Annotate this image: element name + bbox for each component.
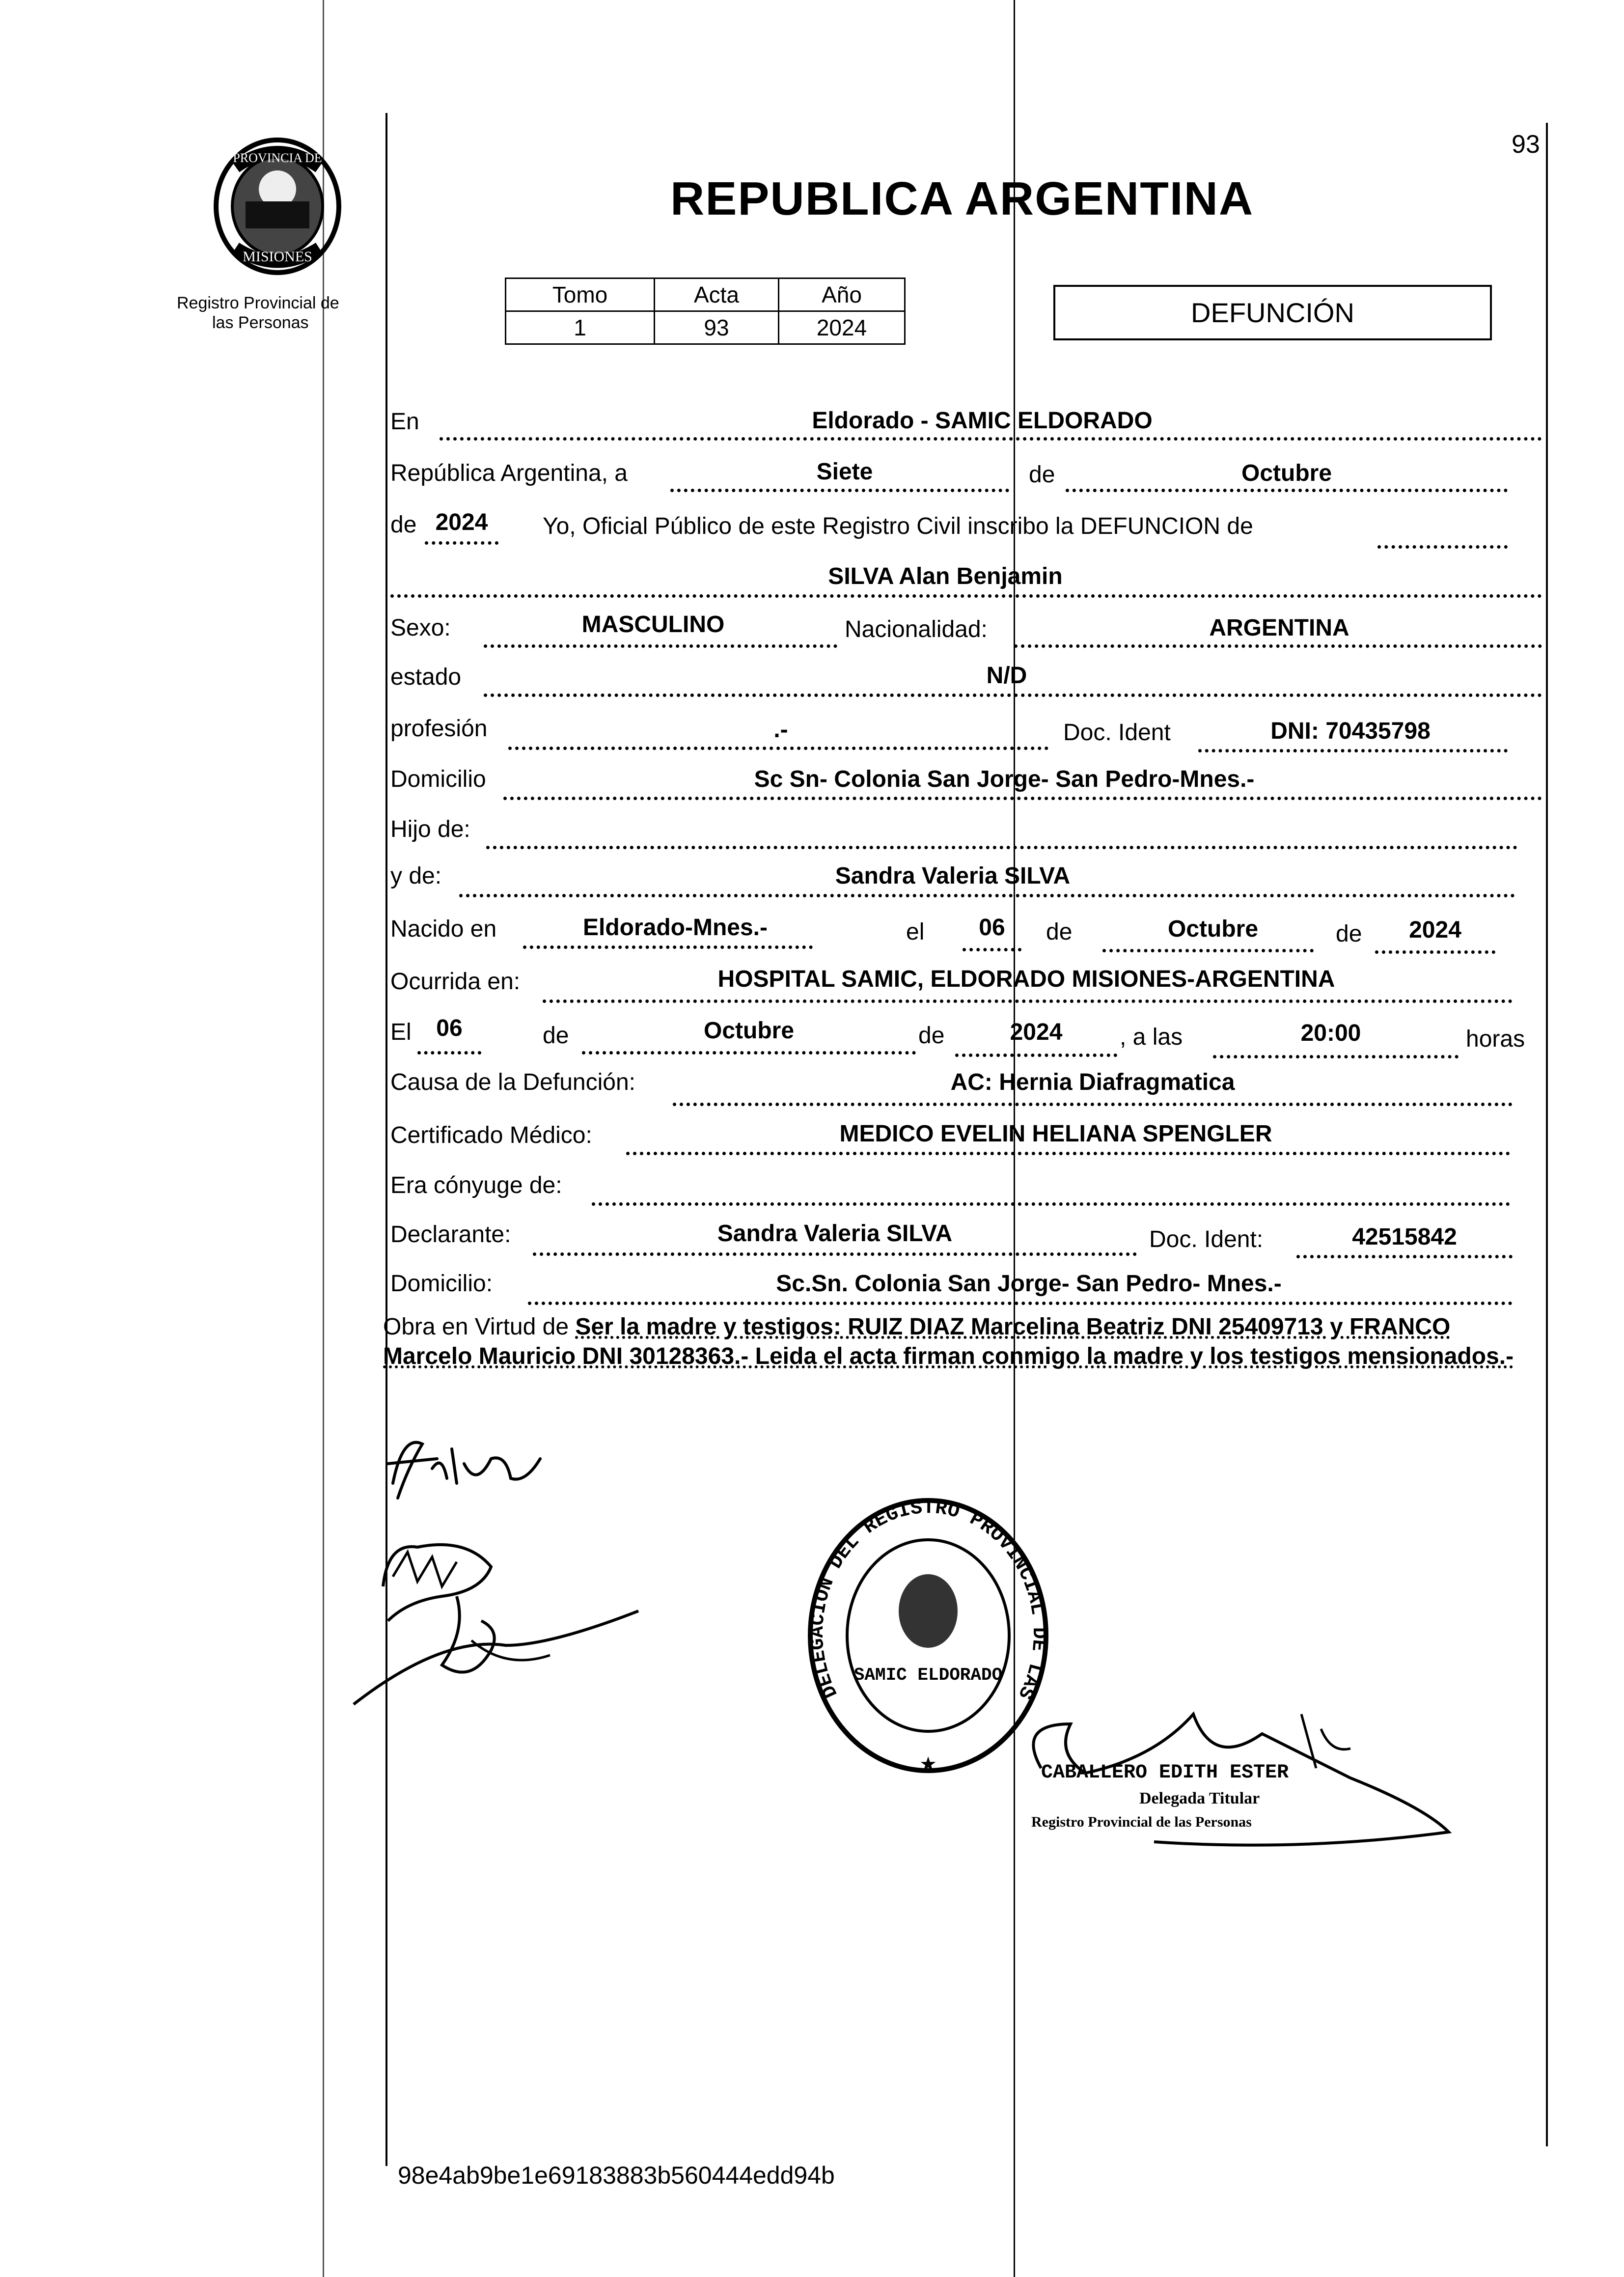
domicilio2-line bbox=[528, 1302, 1513, 1305]
obra-label: Obra en Virtud de bbox=[383, 1314, 569, 1340]
madre-value: Sandra Valeria SILVA bbox=[835, 863, 1071, 889]
anio-value-text: 2024 bbox=[435, 509, 488, 535]
scan-edge-line bbox=[323, 0, 324, 2277]
domicilio-value: Sc Sn- Colonia San Jorge- San Pedro-Mnes.- bbox=[754, 766, 1255, 792]
en-label: En bbox=[390, 409, 419, 435]
cert-label: Certificado Médico: bbox=[390, 1122, 592, 1148]
stamp-center-text: SAMIC ELDORADO bbox=[853, 1665, 1003, 1685]
yde-label: y de: bbox=[390, 863, 442, 889]
causa-line bbox=[673, 1103, 1513, 1106]
page-title: REPUBLICA ARGENTINA bbox=[670, 172, 1254, 225]
profesion-line bbox=[508, 747, 1048, 750]
profesion-value: .- bbox=[773, 717, 788, 743]
right-margin-line bbox=[1546, 123, 1548, 2146]
doc2-label: Doc. Ident: bbox=[1149, 1226, 1264, 1252]
dia-line bbox=[670, 489, 1009, 492]
domicilio2-value: Sc.Sn. Colonia San Jorge- San Pedro- Mnes.- bbox=[776, 1271, 1282, 1297]
def-de2-label: de bbox=[918, 1023, 945, 1049]
anio-line bbox=[425, 541, 498, 545]
svg-text:★: ★ bbox=[919, 1753, 937, 1775]
declarante-value: Sandra Valeria SILVA bbox=[717, 1221, 953, 1247]
domicilio2-label: Domicilio: bbox=[390, 1271, 493, 1297]
padre-line bbox=[486, 846, 1517, 849]
estado-line bbox=[484, 694, 1542, 697]
ocurrida-label: Ocurrida en: bbox=[390, 969, 521, 995]
ocurrida-value: HOSPITAL SAMIC, ELDORADO MISIONES-ARGENTINA bbox=[717, 966, 1335, 992]
mes-line bbox=[1066, 489, 1508, 492]
def-mes-line bbox=[582, 1051, 916, 1055]
conyuge-label: Era cónyuge de: bbox=[390, 1172, 562, 1198]
nombre-line bbox=[390, 594, 1542, 598]
tomo-header: Tomo bbox=[506, 278, 655, 311]
def-mes: Octubre bbox=[703, 1018, 795, 1044]
sexo-value: MASCULINO bbox=[581, 611, 725, 638]
tomo-value: 1 bbox=[506, 311, 655, 344]
nac-anio: 2024 bbox=[1409, 917, 1461, 943]
yo-text: Yo, Oficial Público de este Registro Civil inscribo la DEFUNCION de bbox=[543, 513, 1253, 539]
doc-label: Doc. Ident bbox=[1063, 720, 1171, 746]
cert-value: MEDICO EVELIN HELIANA SPENGLER bbox=[839, 1121, 1272, 1147]
yo-tail-line bbox=[1377, 545, 1508, 549]
acta-header: Acta bbox=[655, 278, 779, 311]
de2-label: de bbox=[390, 512, 417, 538]
nacido-label: Nacido en bbox=[390, 916, 497, 942]
doc2-line bbox=[1296, 1255, 1513, 1258]
anio-header: Año bbox=[779, 278, 905, 311]
left-margin-line bbox=[385, 113, 387, 2166]
record-type-box bbox=[1053, 285, 1492, 340]
registry-name-line1: Registro Provincial de bbox=[177, 294, 339, 312]
obra-value: Ser la madre y testigos: RUIZ DIAZ Marcelina Beatriz DNI 25409713 y FRANCO Marcelo Mauricio DNI 30128363.- Leida el acta firman conmigo la madre y los testigos mensionados.- bbox=[383, 1314, 1514, 1369]
madre-line bbox=[459, 894, 1515, 897]
doc2-value: 42515842 bbox=[1352, 1224, 1457, 1250]
anio-value: 2024 bbox=[779, 311, 905, 344]
document-hash: 98e4ab9be1e69183883b560444edd94b bbox=[398, 2162, 835, 2189]
nacido-line bbox=[523, 945, 813, 949]
def-dia: 06 bbox=[436, 1015, 463, 1041]
declarante-label: Declarante: bbox=[390, 1222, 511, 1248]
domicilio-line bbox=[503, 797, 1542, 800]
cert-line bbox=[626, 1152, 1510, 1155]
doc-value: DNI: 70435798 bbox=[1270, 718, 1431, 744]
province-seal bbox=[206, 133, 349, 280]
nacido-value: Eldorado-Mnes.- bbox=[582, 915, 768, 941]
de-label: de bbox=[1029, 462, 1055, 488]
official-name: CABALLERO EDITH ESTER bbox=[1041, 1762, 1289, 1784]
nac-de2-label: de bbox=[1336, 921, 1362, 947]
nac-mes: Octubre bbox=[1167, 916, 1259, 942]
stamp-ring-text: DELEGACION DEL REGISTRO PROVINCIAL DE LAS bbox=[806, 1497, 1050, 1702]
nacionalidad-value: ARGENTINA bbox=[1209, 615, 1349, 641]
sexo-line bbox=[484, 644, 837, 648]
el-label: el bbox=[906, 919, 925, 945]
record-number-table bbox=[505, 278, 906, 345]
estado-value: N/D bbox=[986, 663, 1027, 689]
estado-label: estado bbox=[390, 664, 462, 690]
alas-label: , a las bbox=[1120, 1024, 1183, 1050]
nac-de1-label: de bbox=[1046, 919, 1073, 945]
hora-value: 20:00 bbox=[1300, 1020, 1361, 1046]
def-anio: 2024 bbox=[1010, 1019, 1063, 1045]
republica-label: República Argentina, a bbox=[390, 460, 628, 486]
official-title: Delegada Titular bbox=[1139, 1789, 1260, 1807]
mes-value: Octubre bbox=[1241, 460, 1332, 486]
def-de1-label: de bbox=[543, 1023, 569, 1049]
acta-value: 93 bbox=[655, 311, 779, 344]
profesion-label: profesión bbox=[390, 716, 488, 742]
domicilio-label: Domicilio bbox=[390, 766, 486, 792]
obra-paragraph bbox=[383, 1312, 1532, 1371]
declarante-line bbox=[533, 1252, 1137, 1256]
nac-anio-line bbox=[1375, 950, 1495, 954]
def-dia-line bbox=[417, 1051, 481, 1055]
causa-label: Causa de la Defunción: bbox=[390, 1069, 635, 1095]
hijo-label: Hijo de: bbox=[390, 816, 470, 842]
nac-dia-line bbox=[963, 948, 1021, 951]
nac-dia: 06 bbox=[979, 915, 1005, 941]
declarant-signature bbox=[378, 1424, 560, 1513]
page-number: 93 bbox=[1512, 130, 1540, 159]
conyuge-line bbox=[592, 1202, 1510, 1206]
official-org: Registro Provincial de las Personas bbox=[1031, 1814, 1252, 1830]
deceased-name: SILVA Alan Benjamin bbox=[828, 563, 1063, 589]
witness-signature bbox=[344, 1523, 648, 1719]
ocurrida-line bbox=[543, 1000, 1513, 1003]
registry-name-line2: las Personas bbox=[212, 313, 309, 332]
sexo-label: Sexo: bbox=[390, 615, 451, 641]
nac-mes-line bbox=[1102, 949, 1314, 952]
en-line bbox=[440, 437, 1542, 441]
seal-top-text: PROVINCIA DE bbox=[233, 151, 322, 165]
en-value: Eldorado - SAMIC ELDORADO bbox=[812, 408, 1153, 434]
dia-value: Siete bbox=[816, 459, 873, 485]
el2-label: El bbox=[390, 1019, 412, 1045]
record-type: DEFUNCIÓN bbox=[1191, 297, 1354, 328]
doc-line bbox=[1198, 749, 1508, 752]
causa-value: AC: Hernia Diafragmatica bbox=[950, 1069, 1235, 1095]
horas-label: horas bbox=[1466, 1026, 1525, 1052]
nacionalidad-line bbox=[1014, 644, 1542, 648]
seal-bottom-text: MISIONES bbox=[243, 249, 312, 265]
hora-line bbox=[1213, 1055, 1459, 1058]
nacionalidad-label: Nacionalidad: bbox=[845, 616, 988, 642]
def-anio-line bbox=[955, 1054, 1117, 1057]
